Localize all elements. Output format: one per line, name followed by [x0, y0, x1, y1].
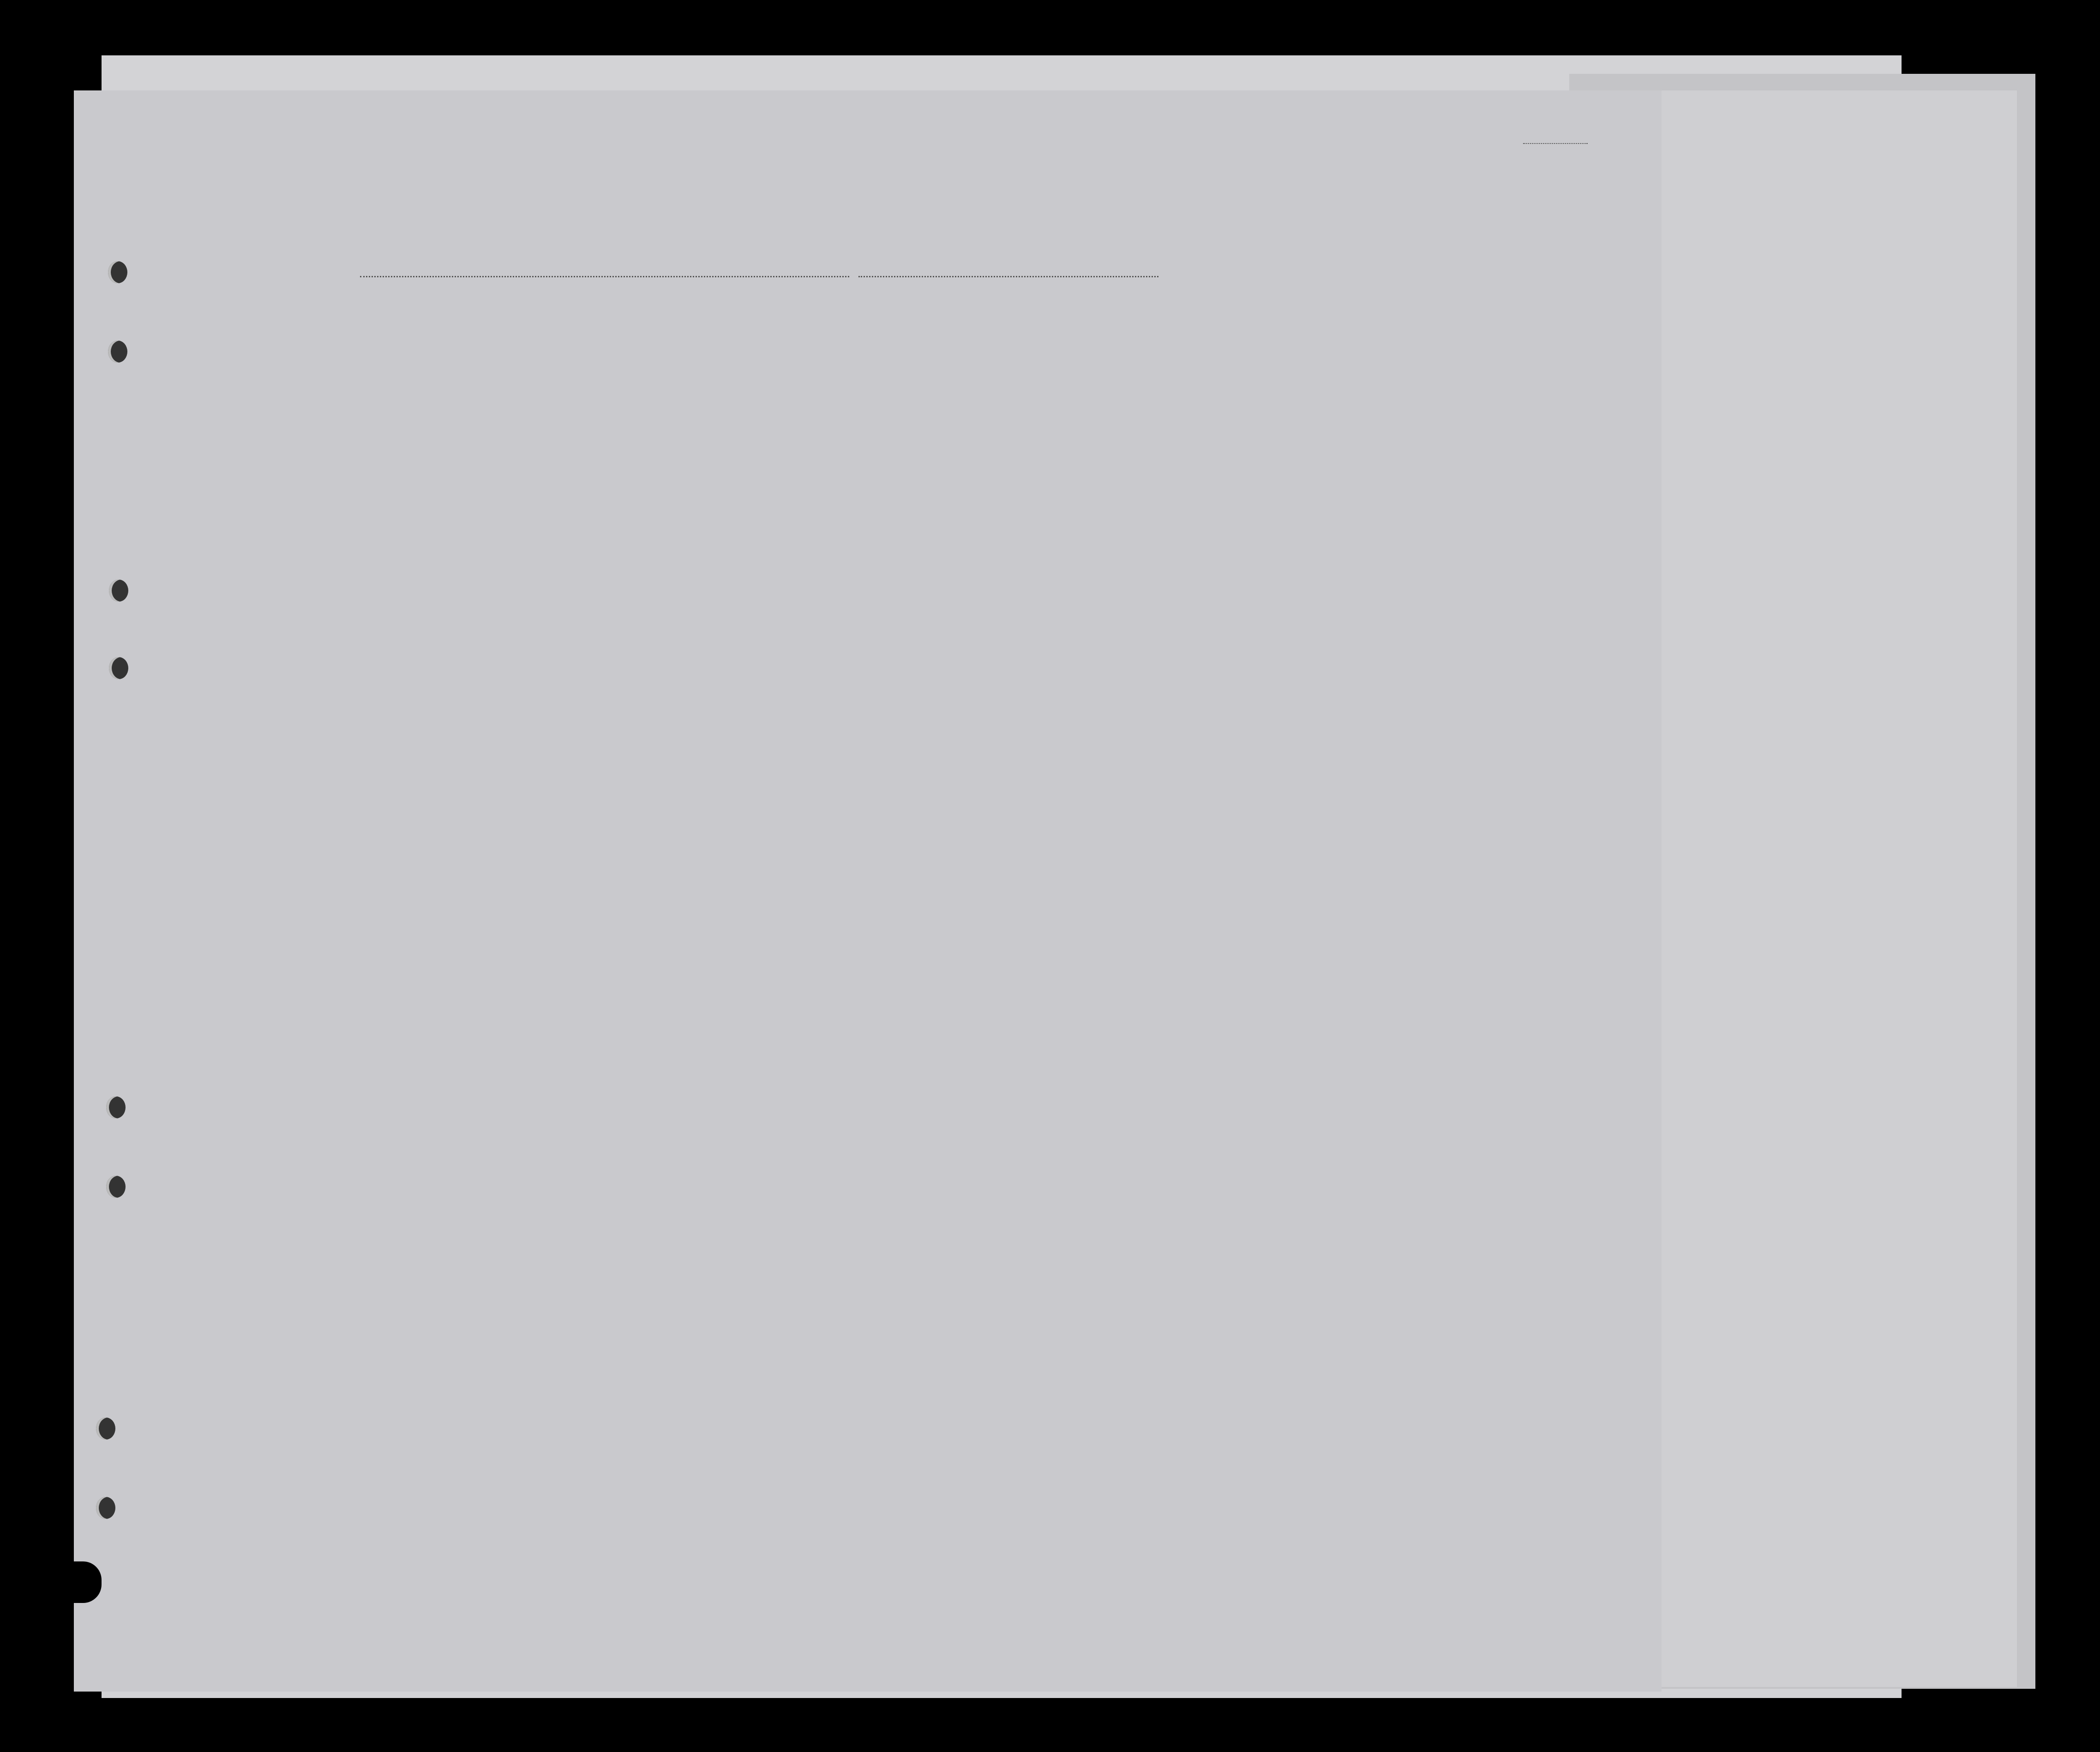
header-anarchist [914, 347, 928, 458]
punch-hole [106, 1096, 126, 1118]
punch-hole [109, 657, 128, 679]
punch-hole [108, 341, 127, 363]
punch-hole [106, 1176, 126, 1198]
header-feet [1182, 429, 1195, 466]
punch-hole [96, 1497, 115, 1519]
header-purpose-return [727, 354, 759, 460]
header-inches [1202, 425, 1216, 466]
header-fifty-dollars [300, 341, 323, 457]
punch-hole [96, 1417, 115, 1440]
header-offer [969, 347, 1011, 458]
punch-hole [109, 580, 128, 602]
header-polygamist [891, 347, 905, 458]
header-ticket [174, 347, 202, 458]
header-deported [1025, 347, 1052, 458]
punch-hole [108, 261, 127, 283]
torn-edge [69, 1561, 102, 1603]
header-citizen [829, 347, 852, 458]
header-prison [853, 347, 885, 458]
header-purpose-length [775, 354, 803, 460]
